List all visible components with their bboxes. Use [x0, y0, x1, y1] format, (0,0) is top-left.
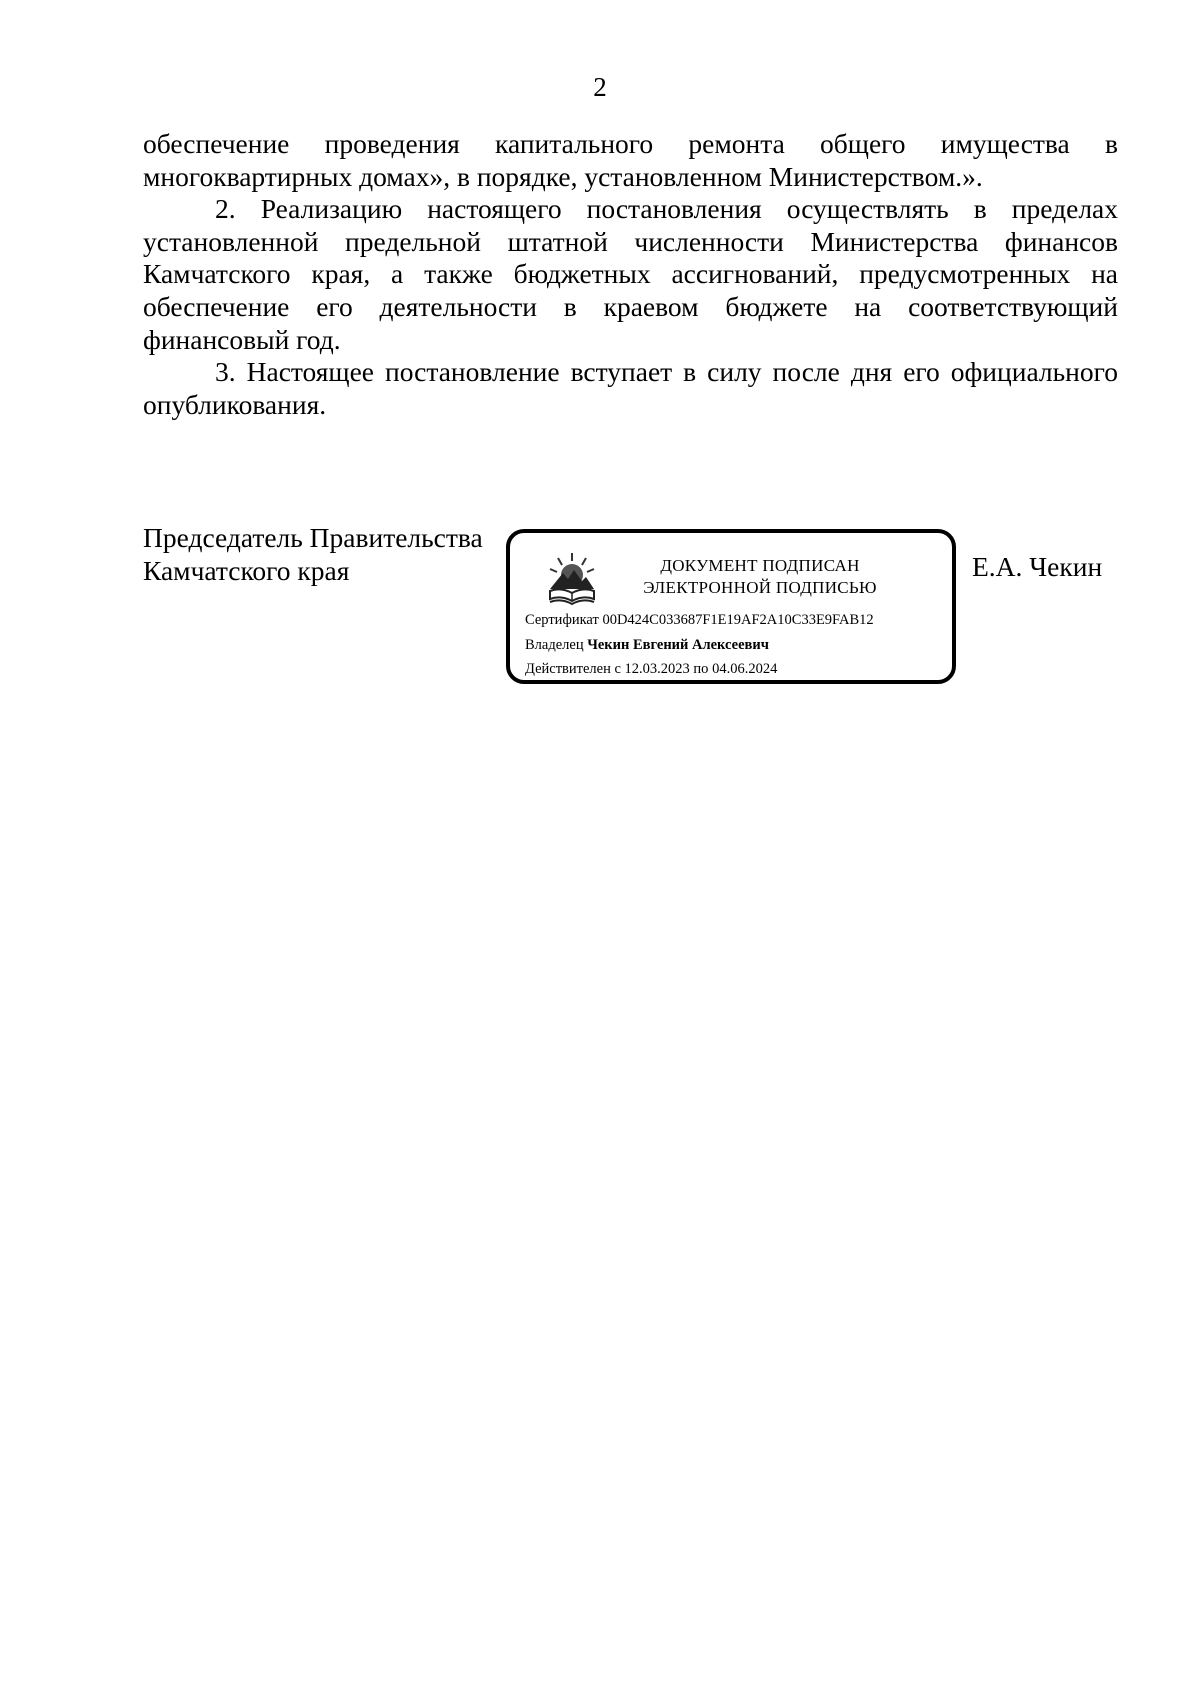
electronic-signature-stamp	[506, 529, 956, 684]
paragraph-item-2: 2. Реализацию настоящего постановления осуществлять в пределах установленной предельной штатной численности Министерства финансов Камчатского края, а также бюджетных ассигнований, предусмотренных на обеспечение его деятельности в краевом бюджете на соответствующий финансовый год.	[143, 193, 1118, 355]
paragraph-item-3: 3. Настоящее постановление вступает в силу после дня его официального опубликования.	[143, 356, 1118, 420]
stamp-certificate	[525, 611, 874, 629]
stamp-heading-line-1: ДОКУМЕНТ ПОДПИСАН	[660, 556, 860, 575]
document-body	[143, 128, 1118, 421]
stamp-valid-to-prefix: по	[693, 661, 709, 677]
signer-position-line-1: Председатель Правительства	[143, 522, 483, 553]
paragraph-continuation: обеспечение проведения капитального ремонта общего имущества в многоквартирных домах», в порядке, установленном Министерством.».	[143, 128, 1118, 192]
stamp-owner	[525, 636, 769, 654]
stamp-valid-from: 12.03.2023	[624, 661, 690, 677]
kamchatka-emblem-icon	[546, 551, 598, 607]
stamp-valid-label: Действителен	[525, 661, 611, 677]
signer-position-line-2: Камчатского края	[143, 554, 350, 586]
stamp-owner-value: Чекин Евгений Алексеевич	[587, 637, 769, 653]
stamp-heading-line-2: ЭЛЕКТРОННОЙ ПОДПИСЬЮ	[643, 578, 877, 597]
stamp-certificate-label: Сертификат	[525, 612, 599, 628]
signer-position	[143, 522, 483, 587]
page-number: 2	[593, 72, 607, 102]
stamp-owner-label: Владелец	[525, 637, 584, 653]
stamp-valid-from-prefix: с	[614, 661, 621, 677]
stamp-valid-to: 04.06.2024	[712, 661, 778, 677]
stamp-certificate-value: 00D424C033687F1E19AF2A10C33E9FAB12	[602, 612, 874, 628]
stamp-heading	[610, 555, 910, 599]
signer-name: Е.А. Чекин	[972, 551, 1103, 582]
stamp-validity	[525, 660, 777, 678]
